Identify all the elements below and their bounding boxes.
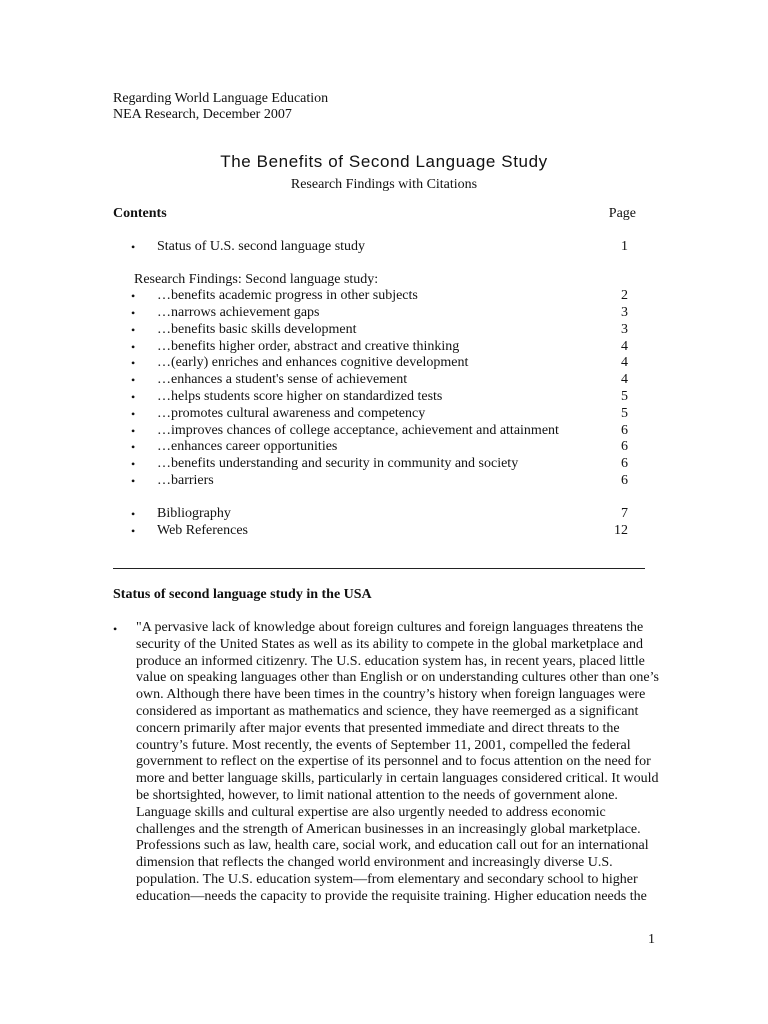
toc-item-finding <box>0 288 768 305</box>
toc-item-page: 6 <box>621 423 628 438</box>
toc-item-label: …benefits basic skills development <box>157 322 357 337</box>
document-title: The Benefits of Second Language Study <box>220 152 548 171</box>
toc-item-page: 5 <box>621 389 628 404</box>
toc-item-status <box>0 239 768 256</box>
toc-item-page: 6 <box>621 473 628 488</box>
page-number: 1 <box>648 932 655 947</box>
paragraph-line: population. The U.S. education system—from elementary and secondary school to higher <box>136 871 638 887</box>
toc-item-finding <box>0 456 768 473</box>
paragraph-line: be shortsighted, however, to limit national attention to the needs of government alone. <box>136 787 618 803</box>
toc-item-label: …narrows achievement gaps <box>157 305 320 320</box>
toc-item-finding <box>0 322 768 339</box>
paragraph-line: value on speaking languages other than English or on understanding cultures other than one’s <box>136 670 659 686</box>
toc-item-finding <box>0 423 768 440</box>
toc-item-label: Status of U.S. second language study <box>157 239 366 254</box>
section-divider <box>113 568 645 569</box>
toc-item-label: …helps students score higher on standardized tests <box>157 389 443 404</box>
paragraph-line: security of the United States as well as its ability to compete in the global marketplace and <box>136 636 643 652</box>
toc-item-bibliography <box>0 506 768 523</box>
paragraph-line: concern primarily after major events that presented immediate and direct threats to the <box>136 720 620 736</box>
toc-item-label: …promotes cultural awareness and competency <box>157 406 426 421</box>
bullet-icon: • <box>131 340 136 354</box>
toc-item-page: 7 <box>621 506 628 521</box>
bullet-icon: • <box>131 424 136 438</box>
paragraph-line: more and better language skills, particularly in certain languages considered critical. It would <box>136 771 659 787</box>
page-column-heading: Page <box>608 206 636 221</box>
paragraph-line: Professions such as law, health care, social work, and education call out for an international <box>136 838 649 854</box>
toc-item-label: …benefits higher order, abstract and creative thinking <box>157 339 460 354</box>
toc-item-page: 1 <box>621 239 628 254</box>
toc-item-label: …enhances a student's sense of achievement <box>157 372 408 387</box>
bullet-icon: • <box>131 507 136 521</box>
paragraph-line: own. Although there have been times in the country’s history when foreign languages were <box>136 687 646 703</box>
toc-item-page: 4 <box>621 339 628 354</box>
paragraph-line: education—needs the capacity to provide the requisite training. Higher education needs the <box>136 888 647 904</box>
toc-item-label: Bibliography <box>157 506 231 521</box>
section-heading: Status of second language study in the USA <box>113 587 372 602</box>
bullet-icon: • <box>131 289 136 303</box>
bullet-icon: • <box>131 323 136 337</box>
paragraph-line: produce an informed citizenry. The U.S. education system has, in recent years, placed little <box>136 653 645 669</box>
bullet-icon: • <box>131 474 136 488</box>
bullet-icon: • <box>131 373 136 387</box>
toc-item-finding <box>0 355 768 372</box>
toc-item-page: 4 <box>621 355 628 370</box>
toc-item-finding <box>0 339 768 356</box>
paragraph-line: country’s future. Most recently, the events of September 11, 2001, compelled the federal <box>136 737 631 753</box>
header-line-1: Regarding World Language Education <box>113 91 329 106</box>
toc-item-finding <box>0 473 768 490</box>
toc-item-page: 12 <box>614 523 628 538</box>
toc-item-web-references <box>0 523 768 540</box>
toc-item-page: 5 <box>621 406 628 421</box>
toc-item-label: …enhances career opportunities <box>157 439 338 454</box>
toc-item-label: …improves chances of college acceptance, achievement and attainment <box>157 423 559 438</box>
toc-item-page: 6 <box>621 456 628 471</box>
bullet-icon: • <box>131 457 136 471</box>
bullet-icon: • <box>131 390 136 404</box>
bullet-icon: • <box>131 407 136 421</box>
bullet-icon: • <box>113 622 118 636</box>
paragraph-line: dimension that reflects the changed world environment and increasingly diverse U.S. <box>136 855 613 871</box>
findings-heading: Research Findings: Second language study: <box>134 272 379 287</box>
toc-item-label: …benefits understanding and security in community and society <box>157 456 519 471</box>
toc-item-label: …benefits academic progress in other subjects <box>157 288 418 303</box>
quote-paragraph <box>136 620 658 906</box>
paragraph-line: government to reflect on the expertise of its personnel and to focus attention on the need for <box>136 754 651 770</box>
header-line-2: NEA Research, December 2007 <box>113 107 292 122</box>
toc-item-page: 6 <box>621 439 628 454</box>
toc-item-finding <box>0 439 768 456</box>
toc-item-label: …(early) enriches and enhances cognitive development <box>157 355 469 370</box>
toc-item-page: 4 <box>621 372 628 387</box>
toc-item-label: …barriers <box>157 473 214 488</box>
paragraph-line: challenges and the strength of American businesses in an increasingly global marketplace. <box>136 821 641 837</box>
paragraph-line: considered as important as mathematics and science, they have reemerged as a significant <box>136 703 639 719</box>
paragraph-line: "A pervasive lack of knowledge about foreign cultures and foreign languages threatens the <box>136 620 644 635</box>
bullet-icon: • <box>131 240 136 254</box>
toc-item-finding <box>0 305 768 322</box>
bullet-icon: • <box>131 356 136 370</box>
toc-item-finding <box>0 389 768 406</box>
toc-item-finding <box>0 372 768 389</box>
document-subtitle: Research Findings with Citations <box>290 177 478 192</box>
toc-item-finding <box>0 406 768 423</box>
toc-item-label: Web References <box>157 523 248 538</box>
toc-item-page: 2 <box>621 288 628 303</box>
bullet-icon: • <box>131 524 136 538</box>
bullet-icon: • <box>131 440 136 454</box>
paragraph-line: Language skills and cultural expertise are also urgently needed to address economic <box>136 804 606 820</box>
toc-item-page: 3 <box>621 305 628 320</box>
bullet-icon: • <box>131 306 136 320</box>
contents-heading: Contents <box>113 206 167 221</box>
toc-item-page: 3 <box>621 322 628 337</box>
